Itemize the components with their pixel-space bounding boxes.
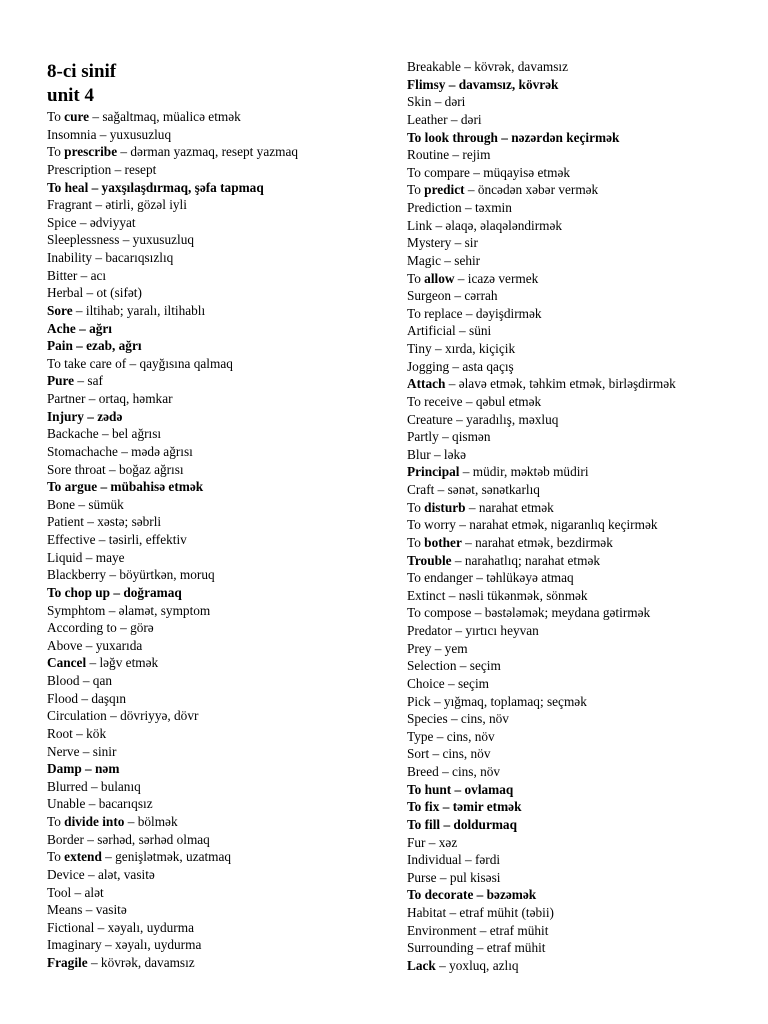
vocabulary-entry: [407, 481, 757, 499]
entry-text: According to – görə: [47, 620, 154, 636]
entry-text: Bone – sümük: [47, 496, 124, 512]
vocabulary-entry: [407, 516, 757, 534]
entry-text: Artificial – süni: [407, 323, 492, 339]
right-column: [407, 58, 757, 975]
vocabulary-entry: [47, 214, 387, 232]
entry-text: – müdir, məktəb müdiri: [459, 464, 589, 480]
vocabulary-entry: [407, 798, 757, 816]
entry-text: To worry – narahat etmək, nigaranlıq keçirmək: [407, 517, 658, 533]
entry-text: – genişlətmək, uzatmaq: [101, 849, 232, 865]
entry-text: Inability – bacarıqsızlıq: [47, 250, 174, 265]
vocabulary-entry: [47, 496, 387, 514]
entry-bold-text: Trouble: [407, 552, 452, 568]
vocabulary-entry: [407, 146, 757, 164]
entry-text: Breakable – kövrək, davamsız: [407, 59, 568, 74]
entry-bold-text: Damp – nəm: [47, 761, 120, 777]
vocabulary-entry: [47, 566, 387, 584]
vocabulary-entry: [47, 478, 387, 496]
vocabulary-entry: [407, 217, 757, 235]
vocabulary-entry: [407, 781, 757, 799]
entry-bold-text: Flimsy – davamsız, kövrək: [407, 76, 559, 92]
entry-bold-text: Attach: [407, 376, 446, 392]
entry-bold-text: extend: [64, 849, 102, 865]
entry-text: Means – vasitə: [47, 902, 127, 918]
vocabulary-entry: [47, 179, 387, 197]
entry-text: Fur – xəz: [407, 834, 458, 850]
entry-text: Blood – qan: [47, 673, 113, 688]
entry-text: Unable – bacarıqsız: [47, 796, 153, 812]
vocabulary-entry: [47, 355, 387, 373]
entry-text: – saf: [74, 373, 103, 389]
entry-bold-text: Cancel: [47, 655, 87, 671]
vocabulary-entry: [407, 428, 757, 446]
vocabulary-entry: [407, 270, 757, 288]
entry-bold-text: To hunt – ovlamaq: [407, 781, 514, 797]
entry-text: To endanger – təhlükəyə atmaq: [407, 570, 574, 586]
vocabulary-entry: [47, 372, 387, 390]
vocabulary-entry: [407, 411, 757, 429]
entry-text: Symphtom – əlamət, symptom: [47, 602, 211, 618]
entry-text: Sort – cins, növ: [407, 746, 491, 762]
entry-text: Purse – pul kisəsi: [407, 869, 501, 885]
vocabulary-entry: [47, 848, 387, 866]
entry-bold-text: To look through – nəzərdən keçirmək: [407, 129, 620, 145]
vocabulary-entry: [47, 161, 387, 179]
vocabulary-entry: [407, 710, 757, 728]
vocabulary-entry: [47, 143, 387, 161]
vocabulary-entry: [47, 936, 387, 954]
entry-text: Type – cins, növ: [407, 728, 495, 744]
entry-text: Spice – ədviyyat: [47, 214, 136, 230]
entry-text: – bölmək: [124, 814, 178, 829]
entry-text: To: [407, 270, 425, 286]
entry-bold-text: divide into: [64, 814, 125, 829]
vocabulary-entry: [47, 602, 387, 620]
entry-text: Link – əlaqə, əlaqələndirmək: [407, 217, 563, 233]
entry-bold-text: Lack: [407, 957, 436, 973]
entry-bold-text: To fix – təmir etmək: [407, 799, 522, 815]
vocabulary-entry: [407, 587, 757, 605]
vocabulary-entry: [407, 640, 757, 658]
entry-text: Sleeplessness – yuxusuzluq: [47, 232, 194, 248]
entry-text: Nerve – sinir: [47, 743, 117, 759]
vocabulary-entry: [47, 813, 387, 831]
vocabulary-entry: [407, 164, 757, 182]
vocabulary-entry: [407, 76, 757, 94]
entry-text: Device – alət, vasitə: [47, 866, 155, 882]
entry-bold-text: To fill – doldurmaq: [407, 816, 517, 832]
entry-bold-text: Fragile: [47, 955, 88, 970]
entry-text: Tool – alət: [47, 884, 104, 900]
vocabulary-entry: [47, 302, 387, 320]
left-column: [47, 60, 387, 972]
vocabulary-entry: [47, 108, 387, 126]
entry-text: Jogging – asta qaçış: [407, 358, 514, 374]
entry-text: Choice – seçim: [407, 675, 489, 691]
vocabulary-entry: [47, 619, 387, 637]
entry-bold-text: To argue – mübahisə etmək: [47, 479, 204, 495]
vocabulary-entry: [47, 390, 387, 408]
vocabulary-entry: [407, 869, 757, 887]
entry-text: Fragrant – ətirli, gözəl iyli: [47, 197, 187, 213]
entry-text: Individual – fərdi: [407, 852, 501, 868]
vocabulary-entry: [407, 446, 757, 464]
grade-heading: 8-ci sinif: [47, 61, 117, 82]
entry-text: Surrounding – etraf mühit: [407, 940, 546, 956]
entry-text: Species – cins, növ: [407, 711, 509, 727]
right-vocabulary-list: [407, 58, 757, 975]
entry-bold-text: prescribe: [64, 144, 118, 160]
entry-text: Blurred – bulanıq: [47, 778, 141, 794]
entry-text: To compare – müqayisə etmək: [407, 164, 571, 180]
vocabulary-entry: [47, 549, 387, 567]
entry-text: Above – yuxarıda: [47, 637, 143, 653]
vocabulary-entry: [47, 425, 387, 443]
entry-text: – əlavə etmək, təhkim etmək, birləşdirmək: [445, 376, 676, 392]
vocabulary-entry: [407, 622, 757, 640]
vocabulary-entry: [407, 604, 757, 622]
entry-text: Backache – bel ağrısı: [47, 426, 162, 442]
vocabulary-entry: [407, 305, 757, 323]
left-vocabulary-list: [47, 108, 387, 972]
entry-text: – icazə vermek: [454, 270, 539, 286]
entry-text: – kövrək, davamsız: [87, 955, 195, 970]
vocabulary-entry: [47, 725, 387, 743]
vocabulary-entry: [47, 320, 387, 338]
vocabulary-entry: [407, 358, 757, 376]
vocabulary-entry: [407, 58, 757, 76]
entry-text: To: [407, 182, 425, 198]
entry-bold-text: cure: [64, 109, 90, 124]
entry-text: To: [47, 144, 65, 160]
entry-bold-text: Principal: [407, 464, 460, 480]
entry-text: Root – kök: [47, 725, 107, 741]
vocabulary-entry: [407, 181, 757, 199]
vocabulary-entry: [47, 672, 387, 690]
vocabulary-entry: [407, 340, 757, 358]
vocabulary-entry: [407, 111, 757, 129]
entry-bold-text: Ache – ağrı: [47, 320, 112, 336]
entry-text: – iltihab; yaralı, iltihablı: [72, 302, 206, 318]
entry-text: Border – sərhəd, sərhəd olmaq: [47, 831, 210, 847]
vocabulary-entry: [47, 901, 387, 919]
vocabulary-entry: [407, 675, 757, 693]
entry-text: To compose – bəstələmək; meydana gətirmək: [407, 605, 651, 621]
entry-text: Leather – dəri: [407, 111, 482, 127]
entry-text: Flood – daşqın: [47, 690, 127, 706]
vocabulary-entry: [407, 957, 757, 975]
entry-bold-text: Pain – ezab, ağrı: [47, 338, 142, 354]
entry-bold-text: To heal – yaxşılaşdırmaq, şəfa tapmaq: [47, 179, 264, 195]
vocabulary-entry: [47, 831, 387, 849]
vocabulary-entry: [407, 234, 757, 252]
vocabulary-entry: [407, 728, 757, 746]
vocabulary-entry: [47, 743, 387, 761]
entry-text: – narahat etmək: [465, 499, 554, 515]
vocabulary-entry: [47, 531, 387, 549]
vocabulary-entry: [407, 693, 757, 711]
entry-text: Routine – rejim: [407, 147, 491, 163]
entry-text: To take care of – qayğısına qalmaq: [47, 355, 233, 371]
entry-text: Patient – xəstə; səbrli: [47, 514, 162, 530]
entry-text: – narahatlıq; narahat etmək: [451, 552, 600, 568]
entry-bold-text: predict: [424, 182, 465, 198]
entry-text: To: [407, 499, 425, 515]
entry-text: Herbal – ot (sifət): [47, 285, 142, 301]
entry-text: – öncədən xəbər vermək: [464, 182, 599, 198]
vocabulary-entry: [407, 657, 757, 675]
vocabulary-entry: [47, 866, 387, 884]
entry-text: Creature – yaradılış, məxluq: [407, 411, 559, 427]
entry-text: – dərman yazmaq, resept yazmaq: [117, 144, 299, 160]
vocabulary-entry: [407, 375, 757, 393]
entry-text: To: [407, 534, 425, 550]
vocabulary-entry: [47, 461, 387, 479]
entry-text: – sağaltmaq, müalicə etmək: [89, 109, 241, 124]
entry-text: Blur – ləkə: [407, 446, 467, 462]
vocabulary-entry: [407, 939, 757, 957]
entry-text: To receive – qəbul etmək: [407, 393, 542, 409]
vocabulary-entry: [47, 795, 387, 813]
entry-text: Bitter – acı: [47, 267, 107, 283]
entry-text: Prediction – təxmin: [407, 200, 512, 215]
entry-text: Skin – dəri: [407, 94, 466, 110]
entry-text: To: [47, 109, 65, 124]
vocabulary-entry: [407, 763, 757, 781]
entry-text: Predator – yırtıcı heyvan: [407, 623, 539, 638]
entry-text: Circulation – dövriyyə, dövr: [47, 708, 199, 724]
entry-text: Surgeon – cərrah: [407, 288, 498, 304]
entry-text: To: [47, 814, 65, 829]
entry-bold-text: Pure: [47, 373, 75, 389]
entry-text: Partly – qismən: [407, 429, 491, 445]
vocabulary-entry: [407, 252, 757, 270]
entry-bold-text: To chop up – doğramaq: [47, 584, 182, 600]
vocabulary-entry: [47, 231, 387, 249]
entry-text: Pick – yığmaq, toplamaq; seçmək: [407, 693, 587, 709]
vocabulary-entry: [407, 199, 757, 217]
entry-text: Extinct – nəsli tükənmək, sönmək: [407, 587, 588, 603]
entry-bold-text: Injury – zədə: [47, 408, 123, 424]
entry-text: – narahat etmək, bezdirmək: [461, 534, 613, 550]
entry-text: To: [47, 849, 65, 865]
entry-text: Mystery – sir: [407, 235, 478, 251]
entry-text: Environment – etraf mühit: [407, 922, 549, 938]
vocabulary-entry: [47, 196, 387, 214]
vocabulary-entry: [47, 690, 387, 708]
entry-text: Fictional – xəyalı, uydurma: [47, 919, 194, 935]
vocabulary-entry: [47, 443, 387, 461]
entry-text: To replace – dəyişdirmək: [407, 305, 542, 321]
vocabulary-entry: [47, 778, 387, 796]
entry-text: Imaginary – xəyalı, uydurma: [47, 937, 202, 953]
entry-text: Selection – seçim: [407, 658, 501, 674]
vocabulary-entry: [407, 904, 757, 922]
entry-bold-text: disturb: [424, 499, 466, 515]
entry-text: – ləğv etmək: [86, 655, 159, 671]
vocabulary-entry: [407, 886, 757, 904]
vocabulary-entry: [407, 393, 757, 411]
entry-text: Insomnia – yuxusuzluq: [47, 126, 172, 142]
vocabulary-entry: [47, 513, 387, 531]
vocabulary-entry: [47, 654, 387, 672]
entry-bold-text: allow: [424, 270, 455, 286]
entry-text: Liquid – maye: [47, 549, 125, 565]
entry-bold-text: To decorate – bəzəmək: [407, 887, 537, 903]
entry-text: – yoxluq, azlıq: [435, 957, 519, 973]
entry-text: Prescription – resept: [47, 161, 157, 177]
vocabulary-entry: [47, 249, 387, 267]
unit-heading: unit 4: [47, 85, 94, 106]
vocabulary-entry: [47, 637, 387, 655]
vocabulary-entry: [47, 126, 387, 144]
vocabulary-entry: [407, 93, 757, 111]
vocabulary-entry: [47, 760, 387, 778]
entry-text: Prey – yem: [407, 640, 468, 656]
vocabulary-entry: [407, 569, 757, 587]
entry-bold-text: Sore: [47, 302, 73, 318]
entry-text: Blackberry – böyürtkən, moruq: [47, 567, 215, 583]
entry-text: Partner – ortaq, həmkar: [47, 391, 173, 406]
entry-text: Magic – sehir: [407, 252, 481, 268]
entry-text: Effective – təsirli, effektiv: [47, 532, 187, 547]
vocabulary-entry: [47, 337, 387, 355]
vocabulary-entry: [407, 322, 757, 340]
vocabulary-entry: [47, 954, 387, 972]
vocabulary-entry: [47, 408, 387, 426]
entry-text: Sore throat – boğaz ağrısı: [47, 461, 184, 477]
vocabulary-entry: [407, 499, 757, 517]
vocabulary-entry: [407, 851, 757, 869]
vocabulary-entry: [407, 463, 757, 481]
vocabulary-entry: [407, 552, 757, 570]
vocabulary-entry: [407, 922, 757, 940]
vocabulary-entry: [407, 834, 757, 852]
vocabulary-entry: [407, 287, 757, 305]
vocabulary-entry: [407, 534, 757, 552]
entry-text: Habitat – etraf mühit (təbii): [407, 905, 554, 920]
vocabulary-entry: [47, 884, 387, 902]
entry-text: Stomachache – mədə ağrısı: [47, 443, 193, 459]
entry-text: Craft – sənət, sənətkarlıq: [407, 482, 540, 497]
entry-text: Tiny – xırda, kiçiçik: [407, 341, 516, 356]
vocabulary-entry: [47, 284, 387, 302]
vocabulary-entry: [47, 919, 387, 937]
entry-text: Breed – cins, növ: [407, 764, 501, 779]
vocabulary-entry: [407, 129, 757, 147]
vocabulary-entry: [47, 584, 387, 602]
vocabulary-entry: [407, 816, 757, 834]
vocabulary-entry: [407, 745, 757, 763]
vocabulary-entry: [47, 707, 387, 725]
entry-bold-text: bother: [424, 534, 462, 550]
vocabulary-entry: [47, 267, 387, 285]
